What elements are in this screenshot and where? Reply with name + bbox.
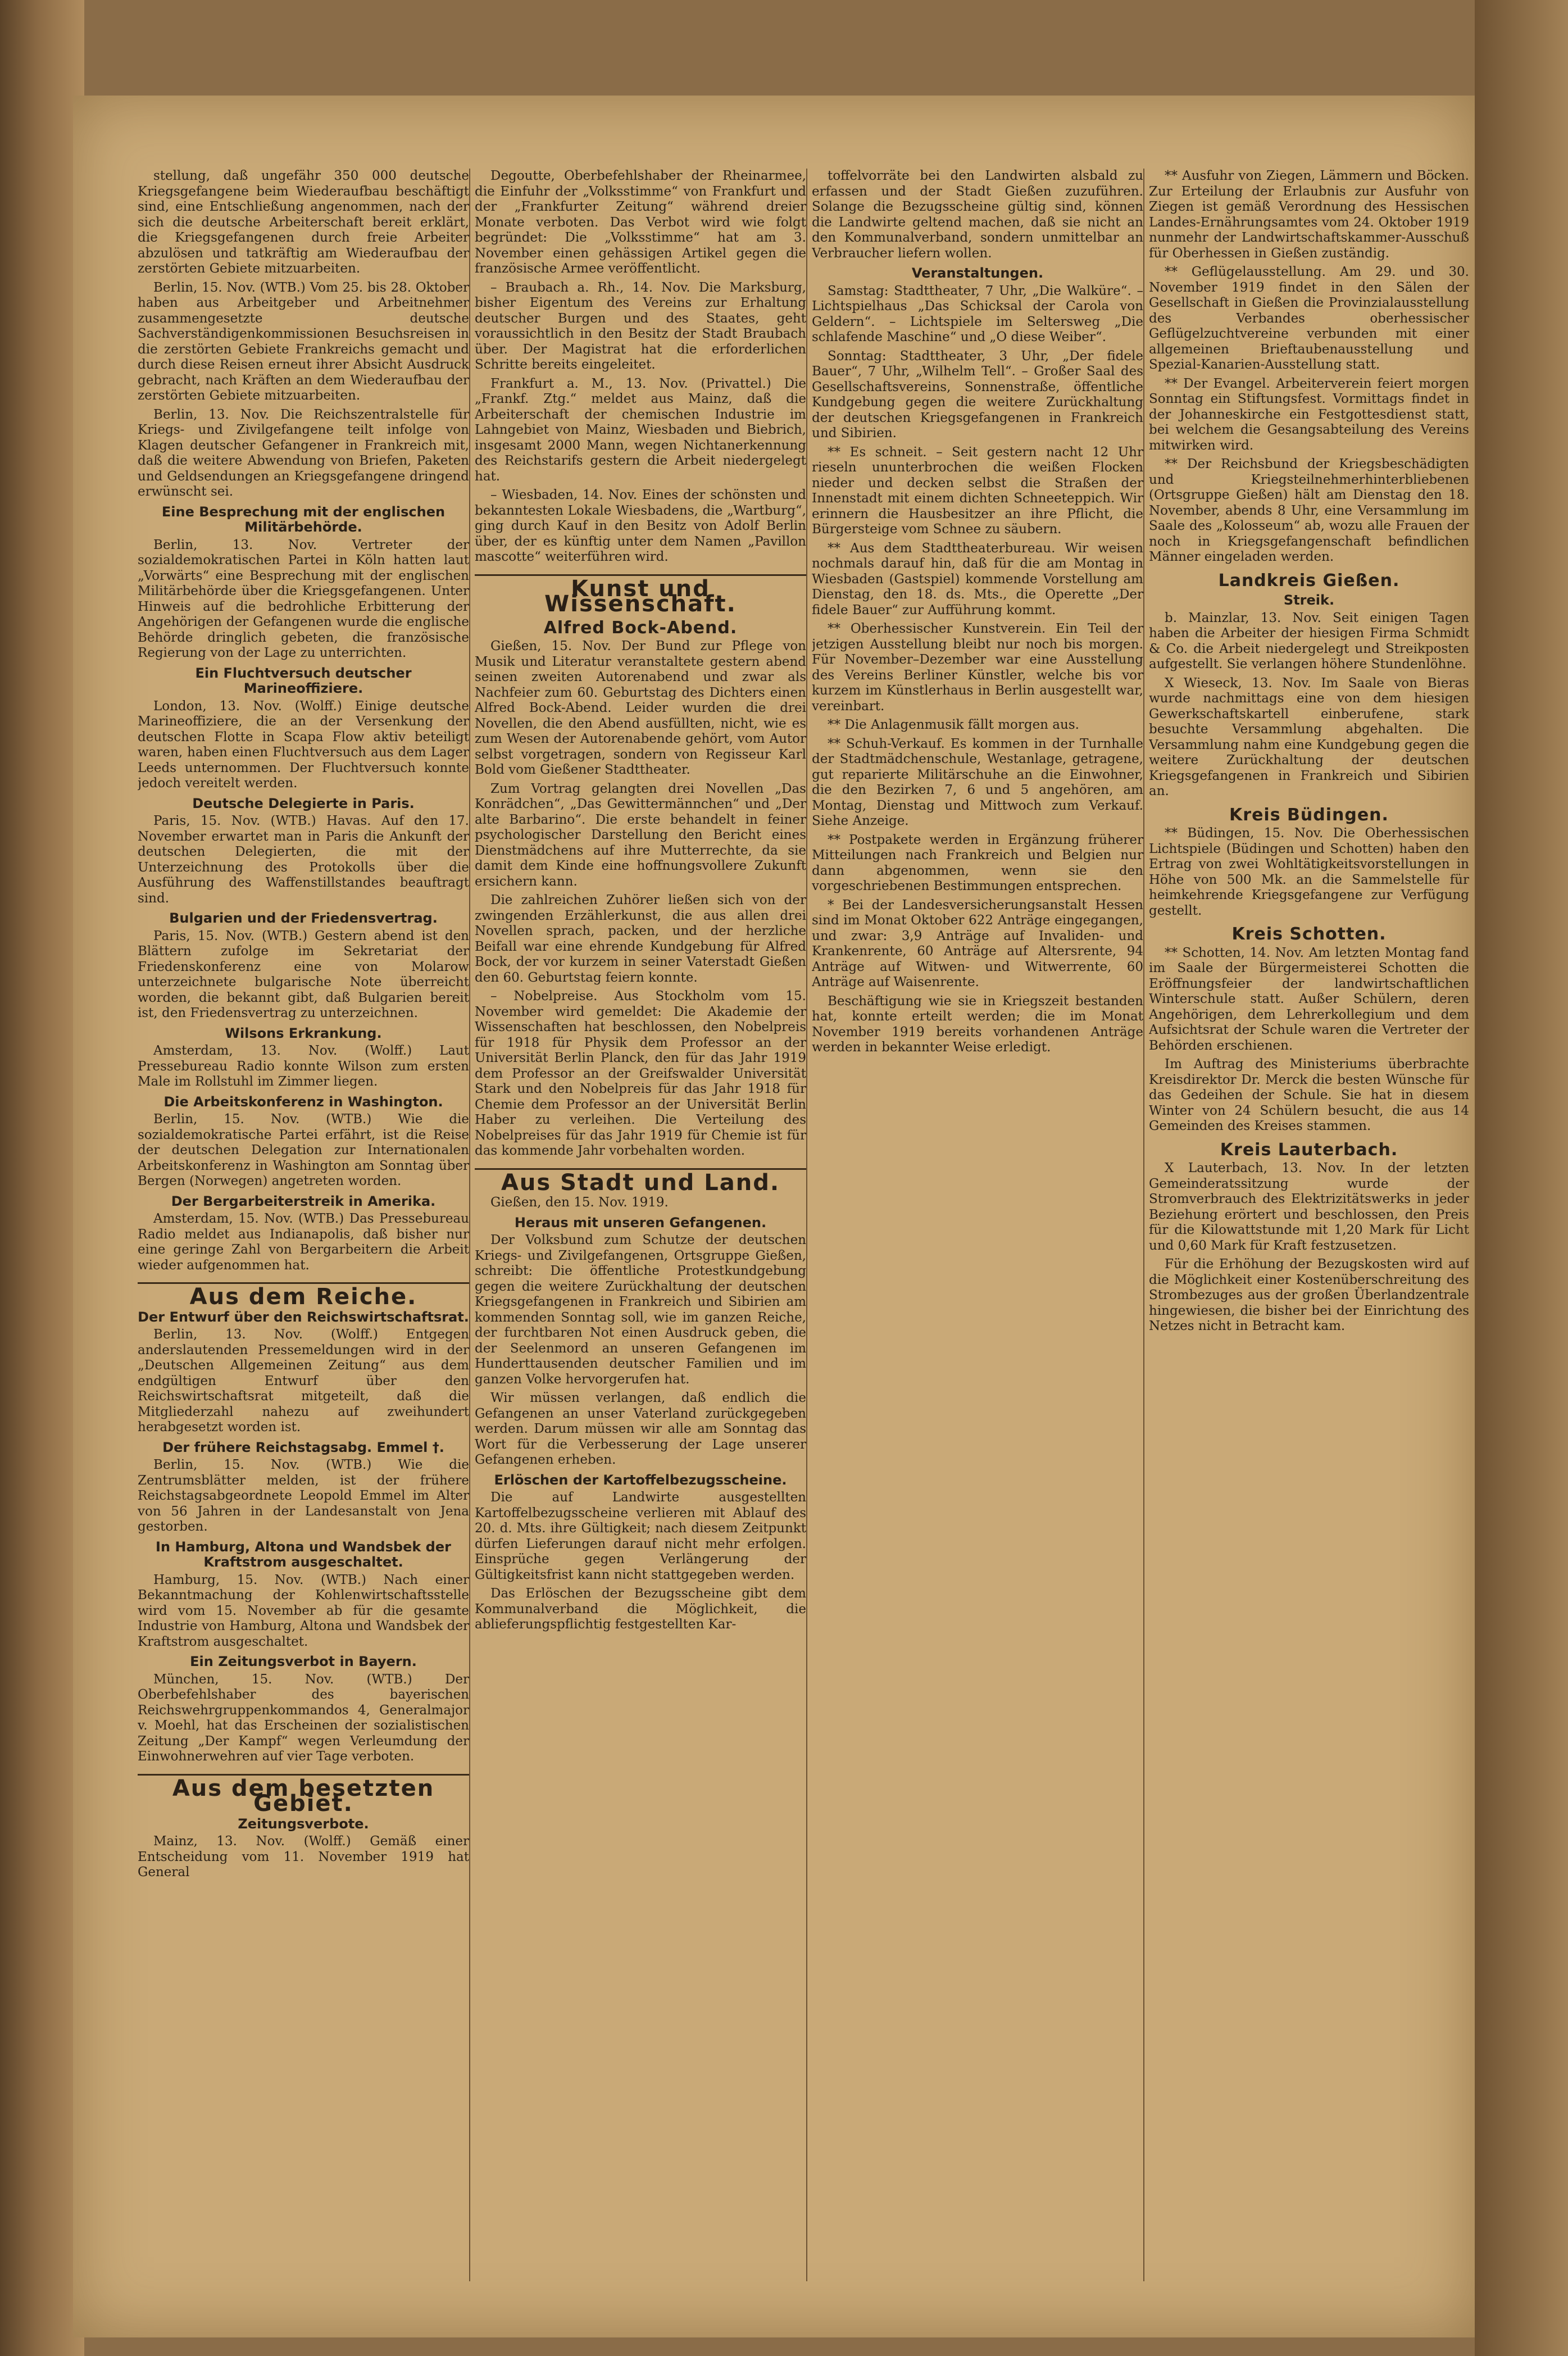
article-paragraph: toffelvorräte bei den Landwirten alsbald zu erfassen und der Stadt Gießen zuzuführen. Solange die Bezugsscheine gültig sind, können die Landwirte geltend machen, daß sie nicht an den Kommunalverband, sondern unmittelbar an Verbraucher liefern wollen. bbox=[812, 169, 1143, 261]
article-subheading: In Hamburg, Altona und Wandsbek der Kraftstrom ausgeschaltet. bbox=[156, 1538, 451, 1570]
article-paragraph: Berlin, 15. Nov. (WTB.) Vom 25. bis 28. Oktober haben aus Arbeitgeber und Arbeitnehmer zusammengesetzte deutsche Sachverständigenkommissionen Besuchsreisen in die zerstörten Gebiete Frankreichs gemacht und durch diese Reisen erneut ihrer Absicht Ausdruck gebracht, nach Kräften an dem Wiederaufbau der zerstörten Gebiete mitzuarbeiten. bbox=[138, 280, 469, 403]
article-paragraph: X Lauterbach, 13. Nov. In der letzten Gemeinderatssitzung wurde der Stromverbrauch des Elektrizitätswerks in jeder Beziehung erörtert und beschlossen, den Preis für die Kilowattstunde mit 1,20 Mark für Licht und 0,60 Mark für Kraft festzusetzen. bbox=[1149, 1161, 1469, 1253]
article-paragraph: Gießen, den 15. Nov. 1919. bbox=[490, 1195, 669, 1210]
article-paragraph: Paris, 15. Nov. (WTB.) Havas. Auf den 17. November erwartet man in Paris die Ankunft der deutschen Delegierten, die mit der Unterzeichnung des Protokolls über die Ausführung des Waffenstillstandes beauftragt sind. bbox=[138, 814, 469, 906]
article-heading: Landkreis Gießen. bbox=[1218, 570, 1400, 591]
article-paragraph: ** Aus dem Stadttheaterbureau. Wir weisen nochmals darauf hin, daß für die am Montag in Wiesbaden (Gastspiel) kommende Vorstellung am Dienstag, den 18. ds. Mts., die Operette „Der fidele Bauer“ zur Aufführung kommt. bbox=[812, 541, 1143, 618]
article-subheading: Der frühere Reichstagsabg. Emmel †. bbox=[162, 1439, 444, 1455]
article-paragraph: ** Der Evangel. Arbeiterverein feiert morgen Sonntag ein Stiftungsfest. Vormittags findet in der Johanneskirche ein Festgottesdienst statt, bei welchem die Gesangsabteilung des Vereins mitwirken wird. bbox=[1149, 376, 1469, 453]
article-paragraph: Berlin, 15. Nov. (WTB.) Wie die sozialdemokratische Partei erfährt, ist die Reise der deutschen Delegation zur Internationalen Arbeitskonferenz in Washington am Sonntag über Bergen (Norwegen) angetreten worden. bbox=[138, 1112, 469, 1188]
article-paragraph: ** Geflügelausstellung. Am 29. und 30. November 1919 findet in den Sälen der Gesellschaft in Gießen die Provinzialausstellung des Verbandes oberhessischer Geflügelzuchtvereine verbunden mit einer allgemeinen Brieftaubenausstellung und Spezial-Kanarien-Ausstellung statt. bbox=[1149, 265, 1469, 372]
article-subheading: Der Bergarbeiterstreik in Amerika. bbox=[171, 1193, 436, 1209]
article-paragraph: – Wiesbaden, 14. Nov. Eines der schönsten und bekanntesten Lokale Wiesbadens, die „Wartburg“, ging durch Kauf in den Besitz von Adolf Berlin über, der es künftig unter dem Namen „Pavillon mascotte“ weiterführen wird. bbox=[475, 488, 806, 564]
article-paragraph: Amsterdam, 15. Nov. (WTB.) Das Pressebureau Radio meldet aus Indianapolis, daß bisher nur eine geringe Zahl von Bergarbeitern die Arbeit wieder aufgenommen hat. bbox=[138, 1211, 469, 1273]
article-paragraph: Berlin, 13. Nov. (Wolff.) Entgegen anderslautenden Pressemeldungen wird in der „Deutschen Allgemeinen Zeitung“ aus dem endgültigen Entwurf über den Reichswirtschaftsrat mitgeteilt, daß die Mitgliederzahl nahezu auf zweihundert herabgesetzt worden ist. bbox=[138, 1327, 469, 1435]
article-subheading: Bulgarien und der Friedensvertrag. bbox=[169, 910, 438, 926]
article-paragraph: ** Postpakete werden in Ergänzung früherer Mitteilungen nach Frankreich und Belgien nur dann abgenommen, wenn sie den vorgeschriebenen Bestimmungen entsprechen. bbox=[812, 832, 1143, 893]
article-paragraph: ** Schuh-Verkauf. Es kommen in der Turnhalle der Stadtmädchenschule, Westanlage, getragene, gut reparierte Militärschuhe an die Einwohner, die den Bezirken 7, 6 und 5 angehören, am Montag, Dienstag und Mittwoch zum Verkauf. Siehe Anzeige. bbox=[812, 736, 1143, 828]
section-heading: Aus dem Reiche. bbox=[138, 1282, 469, 1305]
article-paragraph: ** Ausfuhr von Ziegen, Lämmern und Böcken. Zur Erteilung der Erlaubnis zur Ausfuhr von Ziegen ist gemäß Verordnung des Hessischen Landes-Ernährungsamtes vom 24. Oktober 1919 nunmehr der Landwirtschaftskammer-Ausschuß für Oberhessen in Gießen zuständig. bbox=[1149, 169, 1469, 261]
article-heading: Kreis Schotten. bbox=[1231, 924, 1387, 944]
article-paragraph: Im Auftrag des Ministeriums überbrachte Kreisdirektor Dr. Merck die besten Wünsche für das Gedeihen der Schule. Sie hat in diesem Winter von 24 Schülern besucht, die aus 14 Gemeinden des Kreises stammen. bbox=[1149, 1057, 1469, 1133]
column-2 bbox=[475, 169, 806, 2293]
article-paragraph: Frankfurt a. M., 13. Nov. (Privattel.) Die „Frankf. Ztg.“ meldet aus Mainz, daß die Arbeiterschaft der chemischen Industrie im Lahngebiet von Mainz, Wiesbaden und Biebrich, insgesamt 2000 Mann, wegen Nichtanerkennung des Reichstarifs gestern die Arbeit niedergelegt hat. bbox=[475, 376, 806, 484]
article-paragraph: Degoutte, Oberbefehlshaber der Rheinarmee, die Einfuhr der „Volksstimme“ von Frankfurt und der „Frankfurter Zeitung“ während dreier Monate verboten. Das Verbot wird wie folgt begründet: Die „Volksstimme“ hat am 3. November einen gehässigen Artikel gegen die französische Armee veröffentlicht. bbox=[475, 169, 806, 276]
column-divider bbox=[1143, 169, 1144, 2281]
section-heading: Aus Stadt und Land. bbox=[475, 1168, 806, 1191]
article-paragraph: Hamburg, 15. Nov. (WTB.) Nach einer Bekanntmachung der Kohlenwirtschaftsstelle wird vom 15. November ab für die gesamte Industrie von Hamburg, Altona und Wandsbek der Kraftstrom ausgeschaltet. bbox=[138, 1572, 469, 1649]
article-paragraph: Die auf Landwirte ausgestellten Kartoffelbezugsscheine verlieren mit Ablauf des 20. d. Mts. ihre Gültigkeit; nach diesem Zeitpunkt dürfen Lieferungen darauf nicht mehr erfolgen. Einsprüche gegen Verlängerung der Gültigkeitsfrist kann nicht stattgegeben werden. bbox=[475, 1490, 806, 1582]
article-subheading: Erlöschen der Kartoffelbezugsscheine. bbox=[494, 1472, 787, 1488]
article-paragraph: Der Volksbund zum Schutze der deutschen Kriegs- und Zivilgefangenen, Ortsgruppe Gießen, schreibt: Die öffentliche Protestkundgebung gegen die weitere Zurückhaltung der deutschen Kriegsgefangenen in Frankreich und Sibirien am kommenden Sonntag soll, wie im ganzen Reiche, der furchtbaren Not einen Ausdruck geben, die der Seelenmord an unseren Gefangenen im Hunderttausenden deutscher Familien und im ganzen Volke hervorgerufen hat. bbox=[475, 1233, 806, 1387]
article-paragraph: Amsterdam, 13. Nov. (Wolff.) Laut Pressebureau Radio konnte Wilson zum ersten Male im Rollstuhl im Zimmer liegen. bbox=[138, 1043, 469, 1089]
article-paragraph: Wir müssen verlangen, daß endlich die Gefangenen an unser Vaterland zurückgegeben werden. Darum müssen wir alle am Sonntag das Wort für die Verbesserung der Lage unserer Gefangenen erheben. bbox=[475, 1391, 806, 1467]
article-heading: Alfred Bock-Abend. bbox=[543, 618, 738, 638]
article-paragraph: stellung, daß ungefähr 350 000 deutsche Kriegsgefangene beim Wiederaufbau beschäftigt sind, eine Entschließung angenommen, nach der sich die deutsche Arbeiterschaft bereit erklärt, die Kriegsgefangenen durch freie Arbeiter abzulösen und tatkräftig am Wiederaufbau der zerstörten Gebiete mitzuarbeiten. bbox=[138, 169, 469, 276]
article-subheading: Eine Besprechung mit der englischen Militärbehörde. bbox=[161, 503, 446, 535]
article-subheading: Deutsche Delegierte in Paris. bbox=[192, 795, 415, 811]
article-subheading: Wilsons Erkrankung. bbox=[225, 1025, 382, 1041]
article-paragraph: * Bei der Landesversicherungsanstalt Hessen sind im Monat Oktober 622 Anträge eingegangen, und zwar: 3,9 Anträge auf Invaliden- und Krankenrente, 60 Anträge auf Altersrente, 94 Anträge auf Witwen- und Witwerrente, 60 Anträge auf Waisenrente. bbox=[812, 897, 1143, 989]
section-heading: Kunst und Wissenschaft. bbox=[475, 574, 806, 612]
article-paragraph: Die zahlreichen Zuhörer ließen sich von der zwingenden Erzählerkunst, die aus allen drei Novellen sprach, packen, und der herzliche Beifall war eine ehrende Kundgebung für Alfred Bock, der vor kurzem in seiner Vaterstadt Gießen den 60. Geburtstag feiern konnte. bbox=[475, 893, 806, 985]
article-paragraph: ** Der Reichsbund der Kriegsbeschädigten und Kriegsteilnehmerhinterbliebenen (Ortsgruppe Gießen) hält am Dienstag den 18. November, abends 8 Uhr, eine Versammlung im Saale des „Kolosseum“ ab, wozu alle Frauen der noch in Kriegsgefangenschaft befindlichen Männer eingeladen werden. bbox=[1149, 457, 1469, 564]
article-paragraph: X Wieseck, 13. Nov. Im Saale von Bieras wurde nachmittags eine von dem hiesigen Gewerkschaftskartell einberufene, stark besuchte Versammlung abgehalten. Die Versammlung nahm eine Kundgebung gegen die weitere Zurückhaltung der deutschen Kriegsgefangenen in Frankreich und Sibirien an. bbox=[1149, 675, 1469, 798]
article-paragraph: ** Büdingen, 15. Nov. Die Oberhessischen Lichtspiele (Büdingen und Schotten) haben den Ertrag von zwei Wohltätigkeitsvorstellungen in Höhe von 500 Mk. an die Sammelstelle für heimkehrende Kriegsgefangene zur Verfügung gestellt. bbox=[1149, 826, 1469, 918]
article-paragraph: Berlin, 13. Nov. Vertreter der sozialdemokratischen Partei in Köln hatten laut „Vorwärts“ eine Besprechung mit der englischen Militärbehörde über die Kriegsgefangenen. Unter Hinweis auf die bedrohliche Erbitterung der Angehörigen der Gefangenen wurde die englische Behörde dringlich gebeten, die französische Regierung von der Lage zu unterrichten. bbox=[138, 537, 469, 660]
article-subheading: Die Arbeitskonferenz in Washington. bbox=[163, 1093, 443, 1110]
article-paragraph: – Nobelpreise. Aus Stockholm vom 15. November wird gemeldet: Die Akademie der Wissenschaften hat beschlossen, den Nobelpreis für 1918 für Physik dem Professor an der Universität Berlin Planck, den für das Jahr 1919 dem Professor an der Greifswalder Universität Stark und den Nobelpreis für das Jahr 1918 für Chemie dem Professor an der Universität Berlin Haber zu verleihen. Die Verteilung des Nobelpreises für das Jahr 1919 für Chemie ist für das kommende Jahr vorbehalten worden. bbox=[475, 989, 806, 1158]
article-paragraph: Berlin, 13. Nov. Die Reichszentralstelle für Kriegs- und Zivilgefangene teilt infolge von Klagen deutscher Gefangener in Frankreich mit, daß die weitere Abwendung von Briefen, Paketen und Geldsendungen an Kriegsgefangene dringend erwünscht sei. bbox=[138, 407, 469, 499]
column-4 bbox=[1149, 169, 1469, 2293]
article-paragraph: – Braubach a. Rh., 14. Nov. Die Marksburg, bisher Eigentum des Vereins zur Erhaltung deutscher Burgen und des Staates, geht voraussichtlich in den Besitz der Stadt Braubach über. Der Magistrat hat die erforderlichen Schritte bereits eingeleitet. bbox=[475, 280, 806, 372]
article-subheading: Ein Zeitungsverbot in Bayern. bbox=[190, 1654, 417, 1669]
article-paragraph: Sonntag: Stadttheater, 3 Uhr, „Der fidele Bauer“, 7 Uhr, „Wilhelm Tell“. – Großer Saal des Gesellschaftsvereins, Sonnenstraße, öffentliche Kundgebung gegen die weitere Zurückhaltung der deutschen Kriegsgefangenen in Frankreich und Sibirien. bbox=[812, 348, 1143, 441]
adjacent-page-strip bbox=[1475, 0, 1568, 2356]
article-paragraph: Berlin, 15. Nov. (WTB.) Wie die Zentrumsblätter melden, ist der frühere Reichstagsabgeordnete Leopold Emmel im Alter von 56 Jahren in der Landesanstalt von Jena gestorben. bbox=[138, 1458, 469, 1534]
article-subheading: Ein Fluchtversuch deutscher Marineoffiziere. bbox=[195, 665, 412, 696]
article-subheading: Zeitungsverbote. bbox=[238, 1815, 369, 1832]
column-1 bbox=[138, 169, 469, 2293]
article-paragraph: Das Erlöschen der Bezugsscheine gibt dem Kommunalverband die Möglichkeit, die ablieferungspflichtig festgestellten Kar- bbox=[475, 1586, 806, 1632]
article-paragraph: Samstag: Stadttheater, 7 Uhr, „Die Walküre“. – Lichtspielhaus „Das Schicksal der Carola von Geldern“. – Lichtspiele im Seltersweg „Die schlafende Maschine“ und „O diese Weiber“. bbox=[812, 283, 1143, 344]
article-heading: Kreis Lauterbach. bbox=[1220, 1140, 1398, 1160]
article-subheading: Der Entwurf über den Reichswirtschaftsrat. bbox=[138, 1309, 469, 1325]
article-paragraph: Paris, 15. Nov. (WTB.) Gestern abend ist den Blättern zufolge im Sekretariat der Friedenskonferenz eine von Molarow unterzeichnete bulgarische Note überreicht worden, die bekannt gibt, daß Bulgarien bereit ist, den Friedensvertrag zu unterzeichnen. bbox=[138, 928, 469, 1020]
column-3 bbox=[812, 169, 1143, 2293]
article-paragraph: ** Es schneit. – Seit gestern nacht 12 Uhr rieseln ununterbrochen die weißen Flocken nieder und decken selbst die Straßen der Innenstadt mit einem dichten Schneeteppich. Wir erinnern die Hausbesitzer an ihre Pflicht, die Bürgersteige vom Schnee zu säubern. bbox=[812, 444, 1143, 537]
article-paragraph: Beschäftigung wie sie in Kriegszeit bestanden hat, konnte erteilt werden; die im Monat November 1919 bereits vorhandenen Anträge werden in bekannter Weise erledigt. bbox=[812, 993, 1143, 1055]
article-paragraph: Zum Vortrag gelangten drei Novellen „Das Konrädchen“, „Das Gewittermännchen“ und „Der alte Barbarino“. Die erste behandelt in feiner psychologischer Darstellung den Bericht eines Dienstmädchens auf ihre Mutterrechte, da sie damit dem Kinde eine hoffnungsvollere Zukunft ersichern kann. bbox=[475, 781, 806, 889]
article-paragraph: ** Oberhessischer Kunstverein. Ein Teil der jetzigen Ausstellung bleibt nur noch bis morgen. Für November–Dezember war eine Ausstellung des Vereins Berliner Künstler, welche bis vor kurzem im Künstlerhaus in Berlin ausgestellt war, vereinbart. bbox=[812, 621, 1143, 714]
article-paragraph: Für die Erhöhung der Bezugskosten wird auf die Möglichkeit einer Kostenüberschreitung des Strombezuges aus der großen Überlandzentrale hingewiesen, die bisher bei der Einrichtung des Netzes nicht in Betracht kam. bbox=[1149, 1257, 1469, 1333]
article-paragraph: ** Schotten, 14. Nov. Am letzten Montag fand im Saale der Bürgermeisterei Schotten die Eröffnungsfeier der landwirtschaftlichen Winterschule statt. Außer Schülern, deren Angehörigen, dem Lehrerkollegium und dem Aufsichtsrat der Schule waren die Vertreter der Behörden erschienen. bbox=[1149, 945, 1469, 1053]
article-paragraph: London, 13. Nov. (Wolff.) Einige deutsche Marineoffiziere, die an der Versenkung der deutschen Flotte in Scapa Flow aktiv beteiligt waren, haben einen Fluchtversuch aus dem Lager Leeds unternommen. Der Fluchtversuch konnte jedoch vereitelt werden. bbox=[138, 698, 469, 791]
article-subheading: Streik. bbox=[1283, 592, 1335, 608]
article-subheading: Heraus mit unseren Gefangenen. bbox=[514, 1214, 767, 1231]
book-binding bbox=[0, 0, 84, 2356]
article-subheading: Veranstaltungen. bbox=[911, 265, 1044, 281]
section-heading: Aus dem besetzten Gebiet. bbox=[138, 1774, 469, 1812]
article-heading: Kreis Büdingen. bbox=[1229, 805, 1389, 825]
article-paragraph: Gießen, 15. Nov. Der Bund zur Pflege von Musik und Literatur veranstaltete gestern abend seinen zweiten Autorenabend und zwar als Nachfeier zum 60. Geburtstag des Dichters einen Alfred Bock-Abend. Leider wurden die drei Novellen, die den Abend ausfüllten, nicht, wie es zum Wesen der Autorenabende gehört, vom Autor selbst vorgetragen, sondern von Regisseur Karl Bold vom Gießener Stadttheater. bbox=[475, 639, 806, 777]
column-divider bbox=[469, 169, 470, 2281]
article-paragraph: b. Mainzlar, 13. Nov. Seit einigen Tagen haben die Arbeiter der hiesigen Firma Schmidt & Co. die Arbeit niedergelegt und Streikposten aufgestellt. Sie verlangen höhere Stundenlöhne. bbox=[1149, 610, 1469, 671]
article-paragraph: Mainz, 13. Nov. (Wolff.) Gemäß einer Entscheidung vom 11. November 1919 hat General bbox=[138, 1834, 469, 1880]
article-paragraph: ** Die Anlagenmusik fällt morgen aus. bbox=[828, 718, 1079, 732]
article-paragraph: München, 15. Nov. (WTB.) Der Oberbefehlshaber des bayerischen Reichswehrgruppenkommandos 4, Generalmajor v. Moehl, hat das Erscheinen der sozialistischen Zeitung „Der Kampf“ wegen Verleumdung der Einwohnerwehren auf vier Tage verboten. bbox=[138, 1672, 469, 1764]
column-divider bbox=[806, 169, 807, 2281]
